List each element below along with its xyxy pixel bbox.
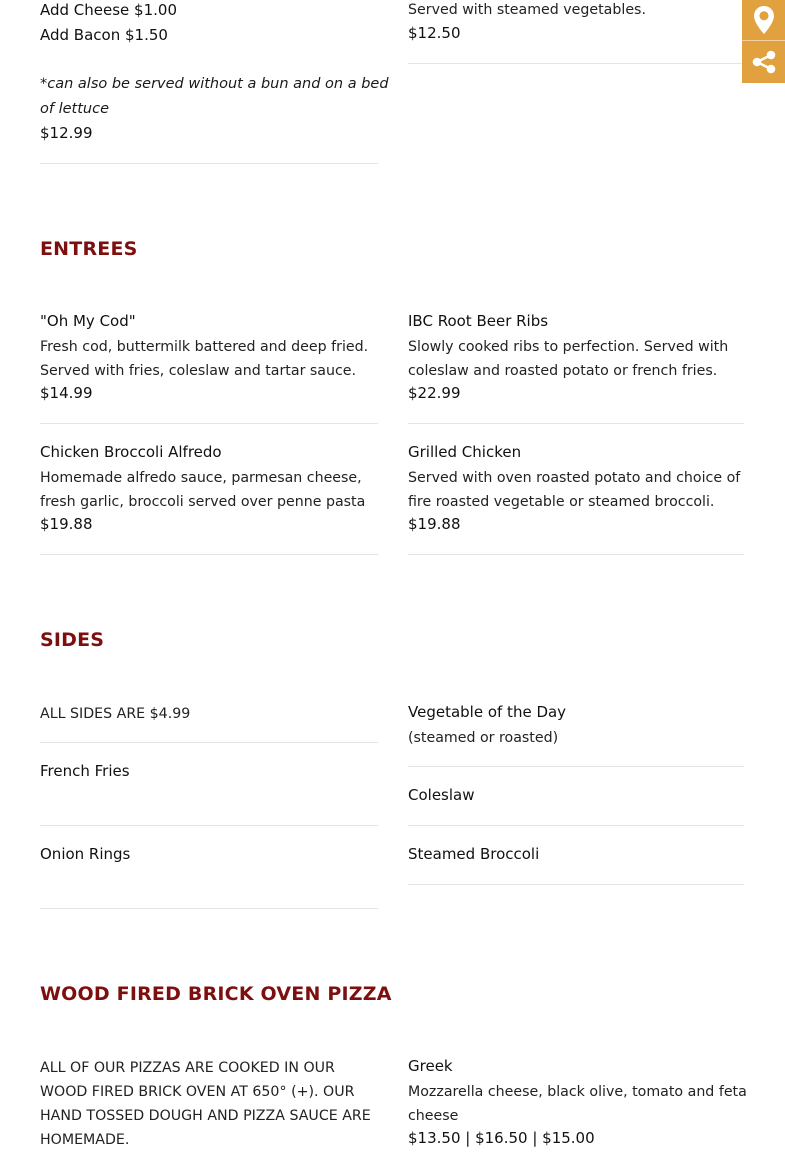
item-description: Mozzarella cheese, black olive, tomato and feta (408, 1084, 747, 1100)
item-description: fresh garlic, broccoli served over penne pasta (40, 494, 366, 510)
item-description: Slowly cooked ribs to perfection. Served with (408, 339, 729, 355)
divider (40, 908, 378, 909)
item-description: Homemade alfredo sauce, parmesan cheese, (40, 470, 362, 486)
item-description: Served with steamed vegetables. (408, 2, 646, 18)
divider (40, 163, 378, 164)
item-price: $13.50 | $16.50 | $15.00 (408, 1129, 595, 1147)
divider (408, 884, 744, 885)
divider (408, 766, 744, 767)
side-french-fries: French Fries (40, 762, 130, 780)
map-marker-icon (754, 6, 774, 34)
item-name: "Oh My Cod" (40, 312, 136, 330)
item-description: coleslaw and roasted potato or french fries. (408, 363, 718, 379)
section-heading-sides: SIDES (40, 629, 105, 651)
side-steamed-broccoli: Steamed Broccoli (408, 845, 540, 863)
side-vegetable-of-the-day: Vegetable of the Day (408, 703, 567, 721)
pizza-note-line: WOOD FIRED BRICK OVEN AT 650° (+). OUR (40, 1084, 355, 1100)
item-description: Served with oven roasted potato and choice of (408, 470, 741, 486)
add-cheese-option: Add Cheese $1.00 (40, 1, 177, 19)
divider (408, 825, 744, 826)
item-description: fire roasted vegetable or steamed broccoli. (408, 494, 715, 510)
section-heading-pizza: WOOD FIRED BRICK OVEN PIZZA (40, 983, 392, 1005)
item-price: $12.50 (408, 24, 461, 42)
divider (40, 742, 378, 743)
item-description: cheese (408, 1108, 459, 1124)
item-price: $12.99 (40, 124, 93, 142)
item-price: $19.88 (408, 515, 461, 533)
divider (408, 554, 744, 555)
sides-price-note: ALL SIDES ARE $4.99 (40, 706, 191, 722)
bun-note-line2: of lettuce (40, 101, 109, 117)
share-button[interactable] (742, 41, 785, 83)
pizza-note-line: HOMEMADE. (40, 1132, 130, 1148)
item-description: Fresh cod, buttermilk battered and deep fried. (40, 339, 369, 355)
share-icon (751, 50, 777, 74)
section-heading-entrees: ENTREES (40, 238, 138, 260)
item-description: Served with fries, coleslaw and tartar sauce. (40, 363, 357, 379)
item-price: $19.88 (40, 515, 93, 533)
side-coleslaw: Coleslaw (408, 786, 475, 804)
bun-note-line1: *can also be served without a bun and on a bed (40, 76, 389, 92)
item-name: Chicken Broccoli Alfredo (40, 443, 222, 461)
location-button[interactable] (742, 0, 785, 40)
pizza-note-line: ALL OF OUR PIZZAS ARE COOKED IN OUR (40, 1060, 335, 1076)
add-bacon-option: Add Bacon $1.50 (40, 26, 168, 44)
side-onion-rings: Onion Rings (40, 845, 131, 863)
item-name: Grilled Chicken (408, 443, 522, 461)
item-name: IBC Root Beer Ribs (408, 312, 549, 330)
divider (408, 423, 744, 424)
item-description: (steamed or roasted) (408, 730, 559, 746)
divider (40, 825, 378, 826)
divider (40, 554, 378, 555)
divider (408, 63, 744, 64)
divider (40, 423, 378, 424)
item-price: $14.99 (40, 384, 93, 402)
item-price: $22.99 (408, 384, 461, 402)
item-name: Greek (408, 1057, 453, 1075)
pizza-note-line: HAND TOSSED DOUGH AND PIZZA SAUCE ARE (40, 1108, 371, 1124)
